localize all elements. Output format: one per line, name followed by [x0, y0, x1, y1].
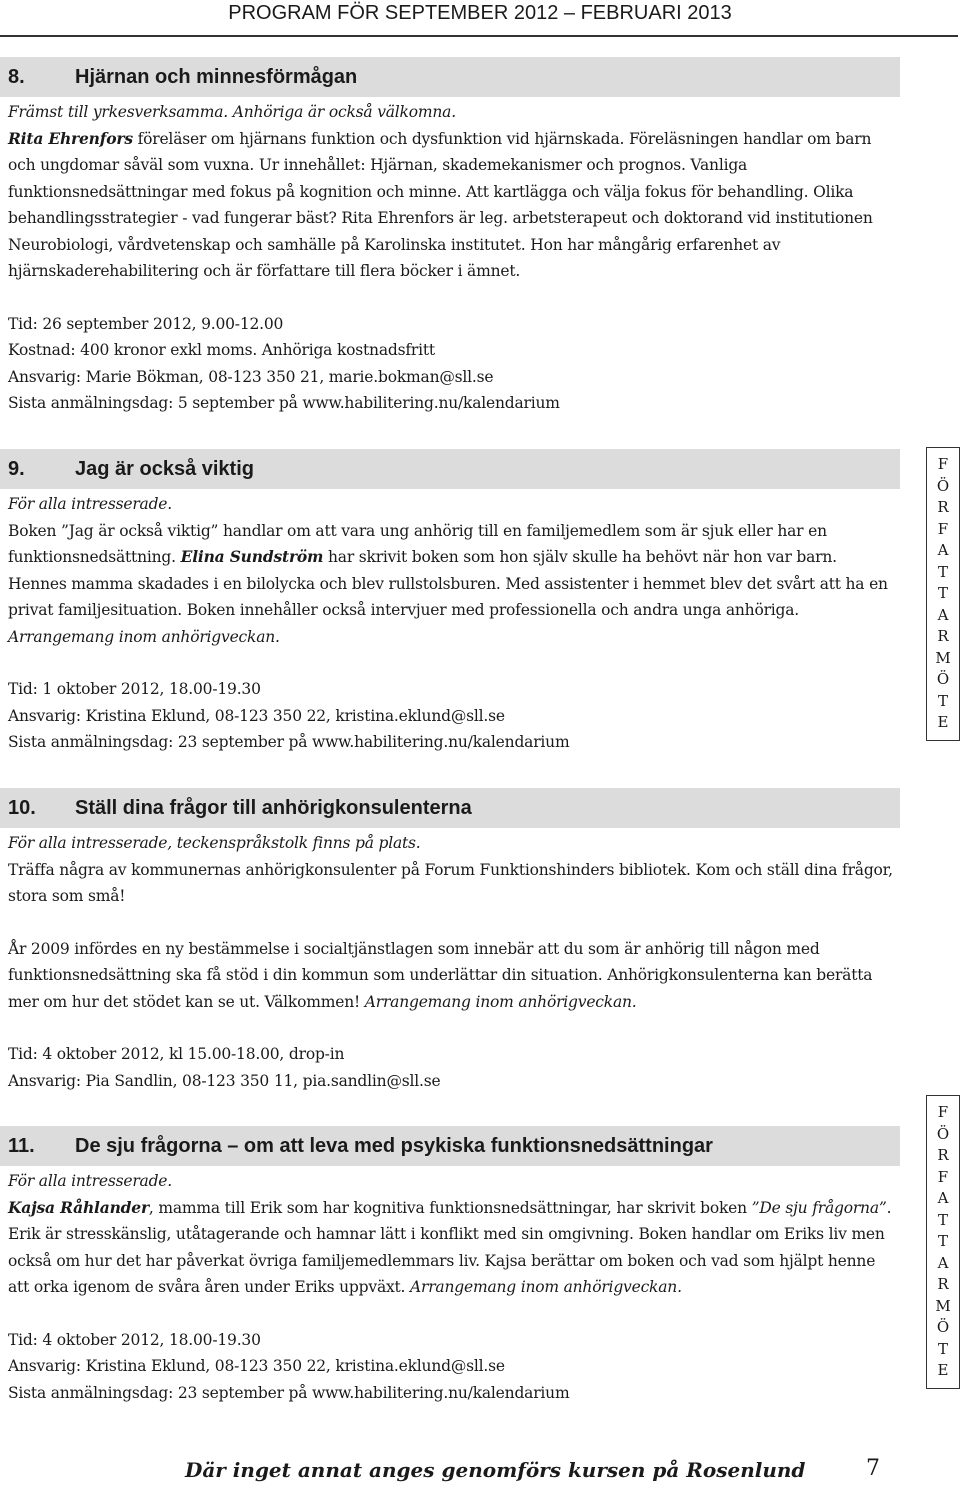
- speaker-name: Rita Ehrenfors: [8, 128, 133, 148]
- registration-deadline: Sista anmälningsdag: 23 september på www.habilitering.nu/kalendarium: [8, 733, 570, 751]
- description: År 2009 infördes en ny bestämmelse i socialtjänstlagen som innebär att du som är anhörig till någon med funktionsnedsättning ska få stöd i din kommun som underlättar din situation. Anhörigkonsulenterna kan berätta mer om hur det stödet kan se ut. Välkommen! Arrangemang inom anhörigveckan.: [8, 939, 873, 1011]
- registration-deadline: Sista anmälningsdag: 23 september på www.habilitering.nu/kalendarium: [8, 1383, 570, 1402]
- time: Tid: 4 oktober 2012, 18.00-19.30: [8, 1330, 261, 1349]
- section-heading: [0, 788, 900, 828]
- footer-note: Där inget annat anges genomförs kursen på Rosenlund: [185, 1458, 806, 1482]
- description: Rita Ehrenfors föreläser om hjärnans funktion och dysfunktion vid hjärnskada. Föreläsningen handlar om barn och ungdomar såväl som vuxna. Ur innehållet: Hjärnan, skademekanismer och prognos. Vanliga funktionsnedsättningar med fokus på kognition och minne. Att kartlägga och välja fokus för behandling. Olika behandlingsstrategier - vad fungerar bäst? Rita Ehrenfors är leg. arbetsterapeut och doktorand vid institutionen Neurobiologi, vårdvetenskap och samhälle på Karolinska institutet. Hon har mångårig erfarenhet av hjärnskaderehabilitering och är författare till flera böcker i ämnet.: [8, 128, 873, 280]
- contact: Ansvarig: Kristina Eklund, 08-123 350 22, kristina.eklund@sll.se: [8, 706, 505, 725]
- section-title: Jag är också viktig: [75, 457, 254, 480]
- registration-deadline: Sista anmälningsdag: 5 september på www.habilitering.nu/kalendarium: [8, 394, 560, 412]
- contact: Ansvarig: Marie Bökman, 08-123 350 21, marie.bokman@sll.se: [8, 367, 494, 386]
- page-number: 7: [866, 1456, 880, 1481]
- audience: För alla intresserade.: [8, 495, 173, 513]
- section-heading: [0, 1126, 900, 1166]
- time: Tid: 26 september 2012, 9.00-12.00: [8, 314, 284, 333]
- section-number: 11.: [8, 1134, 35, 1157]
- section-title: De sju frågorna – om att leva med psykiska funktionsnedsättningar: [75, 1134, 713, 1157]
- cost: Kostnad: 400 kronor exkl moms. Anhöriga kostnadsfritt: [8, 341, 435, 359]
- fortattarmote-stamp: F Ö R F A T T A R M Ö T E: [926, 1095, 960, 1389]
- section-10: [0, 788, 900, 1094]
- audience: För alla intresserade, teckenspråkstolk finns på plats.: [8, 834, 421, 852]
- section-number: 8.: [8, 65, 25, 88]
- contact: Ansvarig: Kristina Eklund, 08-123 350 22, kristina.eklund@sll.se: [8, 1357, 505, 1375]
- book-title: ”De sju frågorna”: [751, 1198, 887, 1217]
- section-9: [0, 449, 900, 756]
- section-11: [0, 1126, 900, 1406]
- section-number: 10.: [8, 796, 36, 819]
- description: Boken ”Jag är också viktig” handlar om att vara ung anhörig till en familjemedlem som är sjuk eller har en funktionsnedsättning. Elina Sundström har skrivit boken som hon själv skulle ha behövt när hon var barn. Hennes mamma skadades i en bilolycka och blev rullstolsburen. Med assistenter i hemmet blev det svårt att ha en privat familjesituation. Boken innehåller också intervjuer med professionella och andra unga anhöriga. Arrangemang inom anhörigveckan.: [8, 521, 888, 646]
- section-number: 9.: [8, 457, 25, 480]
- author-name: Elina Sundström: [180, 547, 324, 566]
- section-heading: [0, 449, 900, 489]
- description: Träffa några av kommunernas anhörigkonsulenter på Forum Funktionshinders bibliotek. Kom och ställ dina frågor, stora som små!: [8, 860, 893, 905]
- description: Kajsa Råhlander, mamma till Erik som har kognitiva funktionsnedsättningar, har skrivit boken ”De sju frågorna”. Erik är stresskänslig, utåtagerande och hamnar lätt i konflikt med sin omgivning. Boken handlar om Eriks liv men också om hur det har påverkat övriga familjemedlemmars liv. Kajsa berättar om boken och vad som hjälpt henne att orka igenom de svåra åren under Eriks uppväxt. Arrangemang inom anhörigveckan.: [8, 1197, 892, 1296]
- contact: Ansvarig: Pia Sandlin, 08-123 350 11, pia.sandlin@sll.se: [8, 1071, 441, 1090]
- section-title: Ställ dina frågor till anhörigkonsulenterna: [75, 796, 472, 819]
- time: Tid: 4 oktober 2012, kl 15.00-18.00, drop-in: [8, 1045, 345, 1063]
- audience: Främst till yrkesverksamma. Anhöriga är också välkomna.: [8, 103, 456, 121]
- audience: För alla intresserade.: [8, 1172, 173, 1190]
- author-name: Kajsa Råhlander: [8, 1197, 149, 1217]
- time: Tid: 1 oktober 2012, 18.00-19.30: [8, 680, 261, 698]
- section-title: Hjärnan och minnesförmågan: [75, 65, 358, 88]
- page-header: PROGRAM FÖR SEPTEMBER 2012 – FEBRUARI 2013: [228, 2, 732, 24]
- fortattarmote-stamp: F Ö R F A T T A R M Ö T E: [926, 447, 960, 741]
- section-heading: [0, 57, 900, 97]
- section-8: [0, 57, 900, 417]
- header-rule: [0, 35, 958, 37]
